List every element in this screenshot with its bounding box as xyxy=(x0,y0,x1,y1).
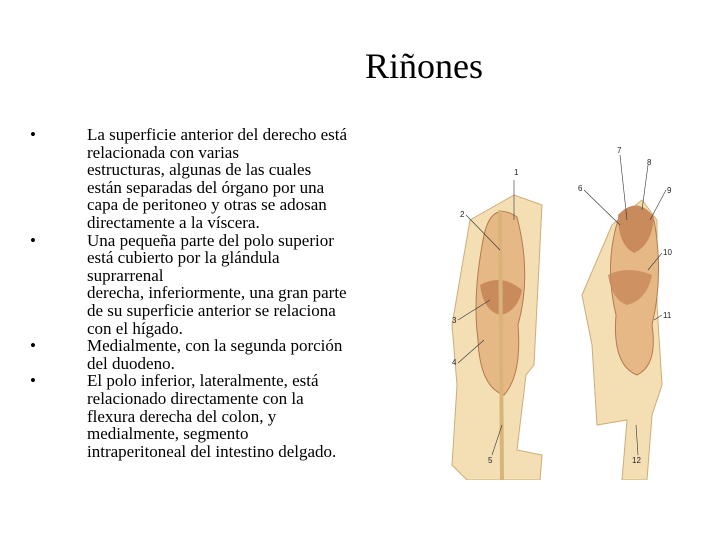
kidney-anatomy-figure xyxy=(422,125,722,480)
figure-label-8: 8 xyxy=(647,158,652,167)
figure-label-5: 5 xyxy=(488,456,493,465)
kidney-illustration xyxy=(422,125,722,480)
bullet-marker: • xyxy=(30,371,36,391)
bullet-list xyxy=(30,126,420,460)
figure-label-2: 2 xyxy=(460,210,465,219)
bullet-marker: • xyxy=(30,125,36,144)
figure-label-10: 10 xyxy=(663,248,672,257)
bullet-text: Medialmente, con la segunda porción del duodeno. xyxy=(87,336,343,373)
figure-label-9: 9 xyxy=(667,186,672,195)
figure-label-1: 1 xyxy=(514,168,519,177)
figure-label-3: 3 xyxy=(452,316,457,325)
figure-label-12: 12 xyxy=(632,456,641,465)
kidney-left-view xyxy=(452,180,542,480)
bullet-text: Una pequeña parte del polo superior está cubierto por la glándula suprarrenal derecha, inferiormente, una gran parte de su superficie anterior se relaciona con el hígado. xyxy=(87,230,347,338)
figure-label-11: 11 xyxy=(663,311,672,320)
kidney-right-view xyxy=(582,155,666,480)
bullet-item xyxy=(30,126,420,232)
figure-label-4: 4 xyxy=(452,358,457,367)
figure-label-6: 6 xyxy=(578,184,583,193)
bullet-marker: • xyxy=(30,230,36,250)
bullet-item xyxy=(30,372,420,460)
ureter-left xyxy=(500,210,502,480)
bullet-text: La superficie anterior del derecho está relacionada con varias estructuras, algunas de las cuales están separadas del órgano por una capa de peritoneo y otras se adosan directamente a la víscera. xyxy=(87,125,348,232)
bullet-text: El polo inferior, lateralmente, está relacionado directamente con la flexura derecha del colon, y medialmente, segmento intraperitoneal del intestino delgado. xyxy=(87,371,337,461)
bullet-marker: • xyxy=(30,336,36,356)
bullet-item xyxy=(30,337,420,372)
figure-label-7: 7 xyxy=(617,146,622,155)
slide-title: Riñones xyxy=(364,46,483,86)
bullet-item xyxy=(30,232,420,338)
